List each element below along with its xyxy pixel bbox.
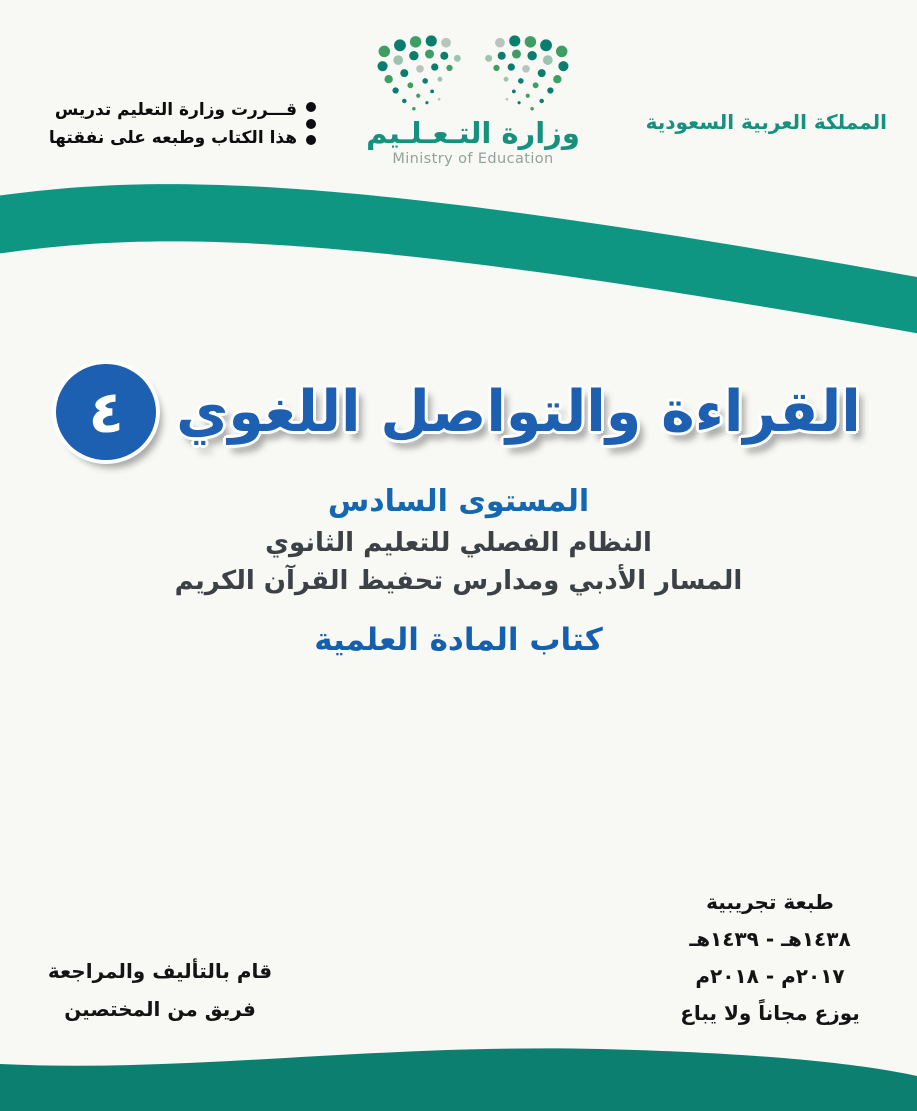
edition-label: طبعة تجريبية [706,890,834,914]
authors-block [48,952,272,1028]
header-wave [0,184,917,334]
decree-bullets [306,96,316,152]
decree-line-1: قـــررت وزارة التعليم تدريس [54,100,297,120]
track-label: المسار الأدبي ومدارس تحفيظ القرآن الكريم [174,566,743,596]
footer-wave [0,1048,917,1111]
authors-line-2: فريق من المختصين [64,997,256,1021]
kingdom-name: المملكة العربية السعودية [645,110,887,134]
bullet-dot-icon [306,102,316,112]
edition-hijri: ١٤٣٨هـ - ١٤٣٩هـ [689,927,851,951]
bullet-dot-icon [306,135,316,145]
ministry-name-english: Ministry of Education [392,151,554,167]
book-type-label: كتاب المادة العلمية [314,622,603,658]
ministry-logo-dots-icon [365,34,581,114]
edition-gregorian: ٢٠١٧م - ٢٠١٨م [695,964,845,988]
decree-statement [46,96,316,152]
book-title: القراءة والتواصل اللغوي [176,379,861,445]
level-label: المستوى السادس [327,484,590,519]
ministry-name-arabic: وزارة التـعـلـيم [366,116,580,150]
authors-line-1: قام بالتأليف والمراجعة [47,959,273,983]
bullet-dot-icon [306,119,316,129]
edition-distribution: يوزع مجاناً ولا يباع [680,1001,860,1025]
ministry-logo [348,34,598,167]
system-label: النظام الفصلي للتعليم الثانوي [265,528,652,558]
part-number-badge: ٤ [56,364,156,460]
title-row [0,364,917,460]
decree-line-2: هذا الكتاب وطبعه على نفقتها [48,128,297,149]
edition-block [680,884,860,1032]
